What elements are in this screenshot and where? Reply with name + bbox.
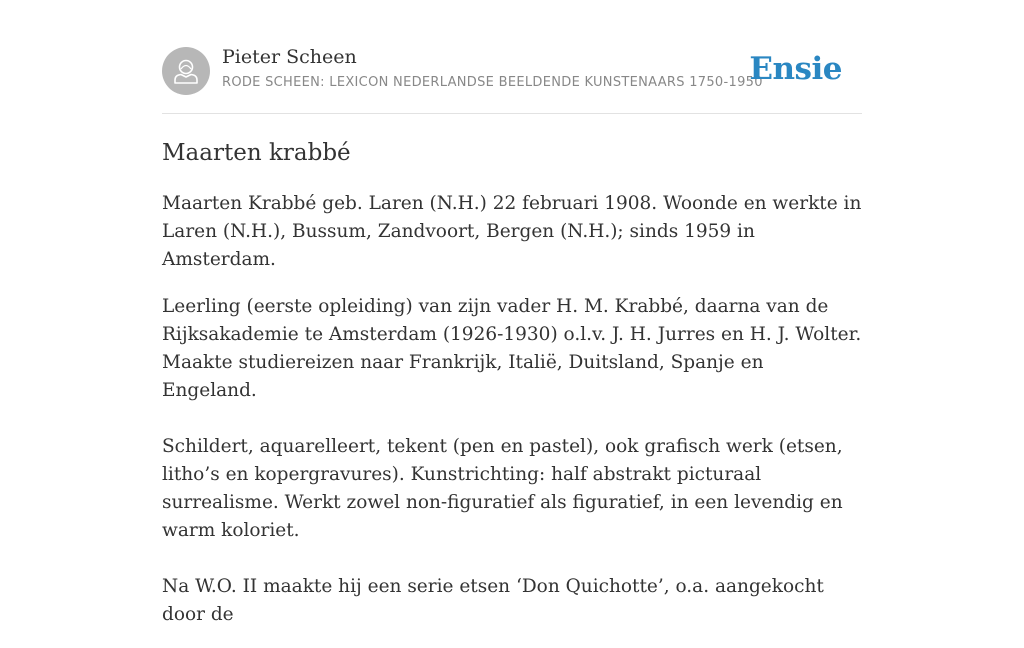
paragraph-2: Leerling (eerste opleiding) van zijn vader H. M. Krabbé, daarna van de Rijksakademie te Amsterdam (1926-1930) o.l.v. J. H. Jurres en H. J. Wolter. Maakte studiereizen naar Frankrijk, Italië, Duitsland, Spanje en Engeland. Schildert, aquarelleert, tekent (pen en pastel), ook grafisch werk (etsen, litho’s en kopergravures). Kunstrichting: half abstrakt picturaal surrealisme. Werkt zowel non-figuratief als figuratief, in een levendig en warm koloriet. Na W.O. II maakte hij een serie etsen ‘Don Quichotte’, o.a. aangekocht door de <box>162 296 862 625</box>
article-title: Maarten krabbé <box>162 140 351 166</box>
page-container <box>162 40 862 648</box>
source-title[interactable]: RODE SCHEEN: LEXICON NEDERLANDSE BEELDENDE KUNSTENAARS 1750-1950 <box>222 75 763 90</box>
article-body <box>162 190 862 629</box>
author-avatar[interactable] <box>162 47 210 95</box>
author-name[interactable]: Pieter Scheen <box>222 46 357 68</box>
user-icon <box>162 47 210 95</box>
article-header <box>162 40 862 114</box>
ensie-logo[interactable]: Ensie <box>749 51 842 87</box>
paragraph-1: Maarten Krabbé geb. Laren (N.H.) 22 februari 1908. Woonde en werkte in Laren (N.H.), Bussum, Zandvoort, Bergen (N.H.); sinds 1959 in Amsterdam. <box>162 193 862 270</box>
